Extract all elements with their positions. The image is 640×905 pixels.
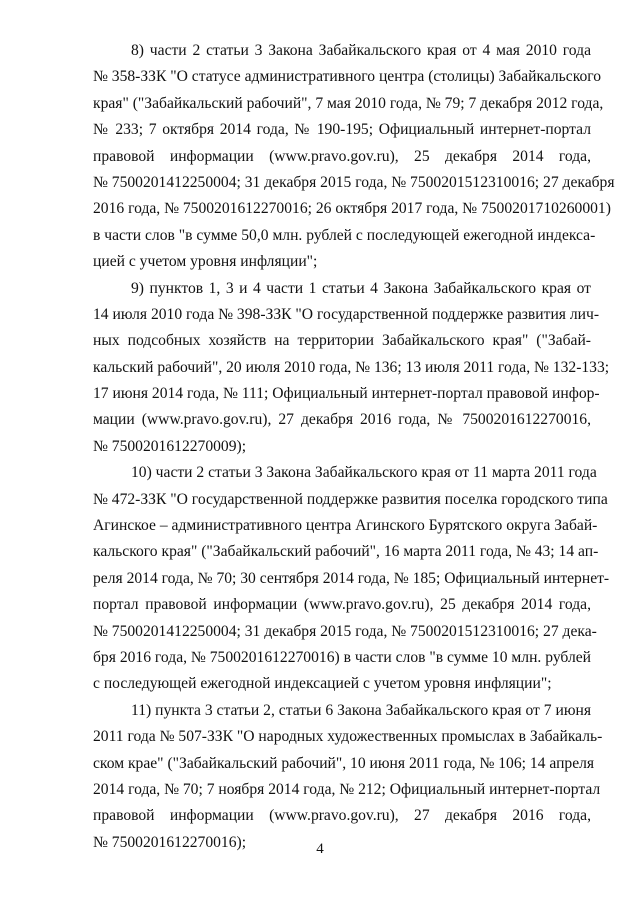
text-line: ных подсобных хозяйств на территории Забайкальского края" ("Забай- <box>93 332 591 350</box>
text-line: правовой информации (www.pravo.gov.ru), 25 декабря 2014 года, <box>93 147 591 165</box>
text-line: 2014 года, № 70; 7 ноября 2014 года, № 212; Официальный интернет-портал <box>93 780 601 798</box>
text-line: 17 июня 2014 года, № 111; Официальный интернет-портал правовой инфор- <box>93 385 600 403</box>
text-line: 2016 года, № 7500201612270016; 26 октября 2017 года, № 7500201710260001) <box>93 200 611 218</box>
text-line: кальский рабочий", 20 июля 2010 года, № 136; 13 июля 2011 года, № 132-133; <box>93 358 610 376</box>
text-line: 2011 года № 507-ЗЗК "О народных художественных промыслах в Забайкаль- <box>93 728 603 746</box>
paragraph-item-8 <box>93 38 615 276</box>
text-line: № 233; 7 октября 2014 года, № 190-195; Официальный интернет-портал <box>93 121 591 139</box>
text-line: 9) пунктов 1, 3 и 4 части 1 статьи 4 Закона Забайкальского края от <box>131 279 591 297</box>
text-line: 14 июля 2010 года № 398-ЗЗК "О государственной поддержке развития лич- <box>93 305 600 323</box>
text-line: бря 2016 года, № 7500201612270016) в части слов "в сумме 10 млн. рублей <box>93 648 591 666</box>
paragraph-item-9 <box>93 276 610 461</box>
text-line: Агинское – административного центра Агинского Бурятского округа Забай- <box>93 517 598 535</box>
text-line: 8) части 2 статьи 3 Закона Забайкальского края от 4 мая 2010 года <box>131 42 591 59</box>
page-number: 4 <box>316 841 324 857</box>
text-line: № 7500201412250004; 31 декабря 2015 года, № 7500201512310016; 27 дека- <box>93 622 597 640</box>
text-line: № 7500201412250004; 31 декабря 2015 года, № 7500201512310016; 27 декабря <box>93 173 615 191</box>
text-line: № 7500201612270016); <box>93 833 247 851</box>
text-line: кальского края" ("Забайкальский рабочий", 16 марта 2011 года, № 43; 14 ап- <box>93 543 599 561</box>
document-body <box>93 38 615 856</box>
text-line: в части слов "в сумме 50,0 млн. рублей с последующей ежегодной индекса- <box>93 226 596 244</box>
text-line: реля 2014 года, № 70; 30 сентября 2014 года, № 185; Официальный интернет- <box>93 569 610 587</box>
text-line: с последующей ежегодной индексацией с учетом уровня инфляции"; <box>93 675 552 693</box>
text-line: 11) пункта 3 статьи 2, статьи 6 Закона Забайкальского края от 7 июня <box>131 701 591 719</box>
text-line: № 358-ЗЗК "О статусе административного центра (столицы) Забайкальского <box>93 68 602 86</box>
paragraph-item-11 <box>93 698 603 856</box>
text-line: 10) части 2 статьи 3 Закона Забайкальского края от 11 марта 2011 года <box>131 464 597 482</box>
text-line: правовой информации (www.pravo.gov.ru), 27 декабря 2016 года, <box>93 807 591 825</box>
text-line: ском крае" ("Забайкальский рабочий", 10 июня 2011 года, № 106; 14 апреля <box>93 754 595 772</box>
text-line: № 472-ЗЗК "О государственной поддержке развития поселка городского типа <box>93 490 608 508</box>
text-line: края" ("Забайкальский рабочий", 7 мая 2010 года, № 79; 7 декабря 2012 года, <box>93 94 604 112</box>
paragraph-item-10 <box>93 460 610 698</box>
text-line: мации (www.pravo.gov.ru), 27 декабря 2016 года, № 7500201612270016, <box>93 411 591 429</box>
text-line: цией с учетом уровня инфляции"; <box>93 253 318 271</box>
text-line: портал правовой информации (www.pravo.gov.ru), 25 декабря 2014 года, <box>93 596 591 614</box>
text-line: № 7500201612270009); <box>93 437 247 455</box>
